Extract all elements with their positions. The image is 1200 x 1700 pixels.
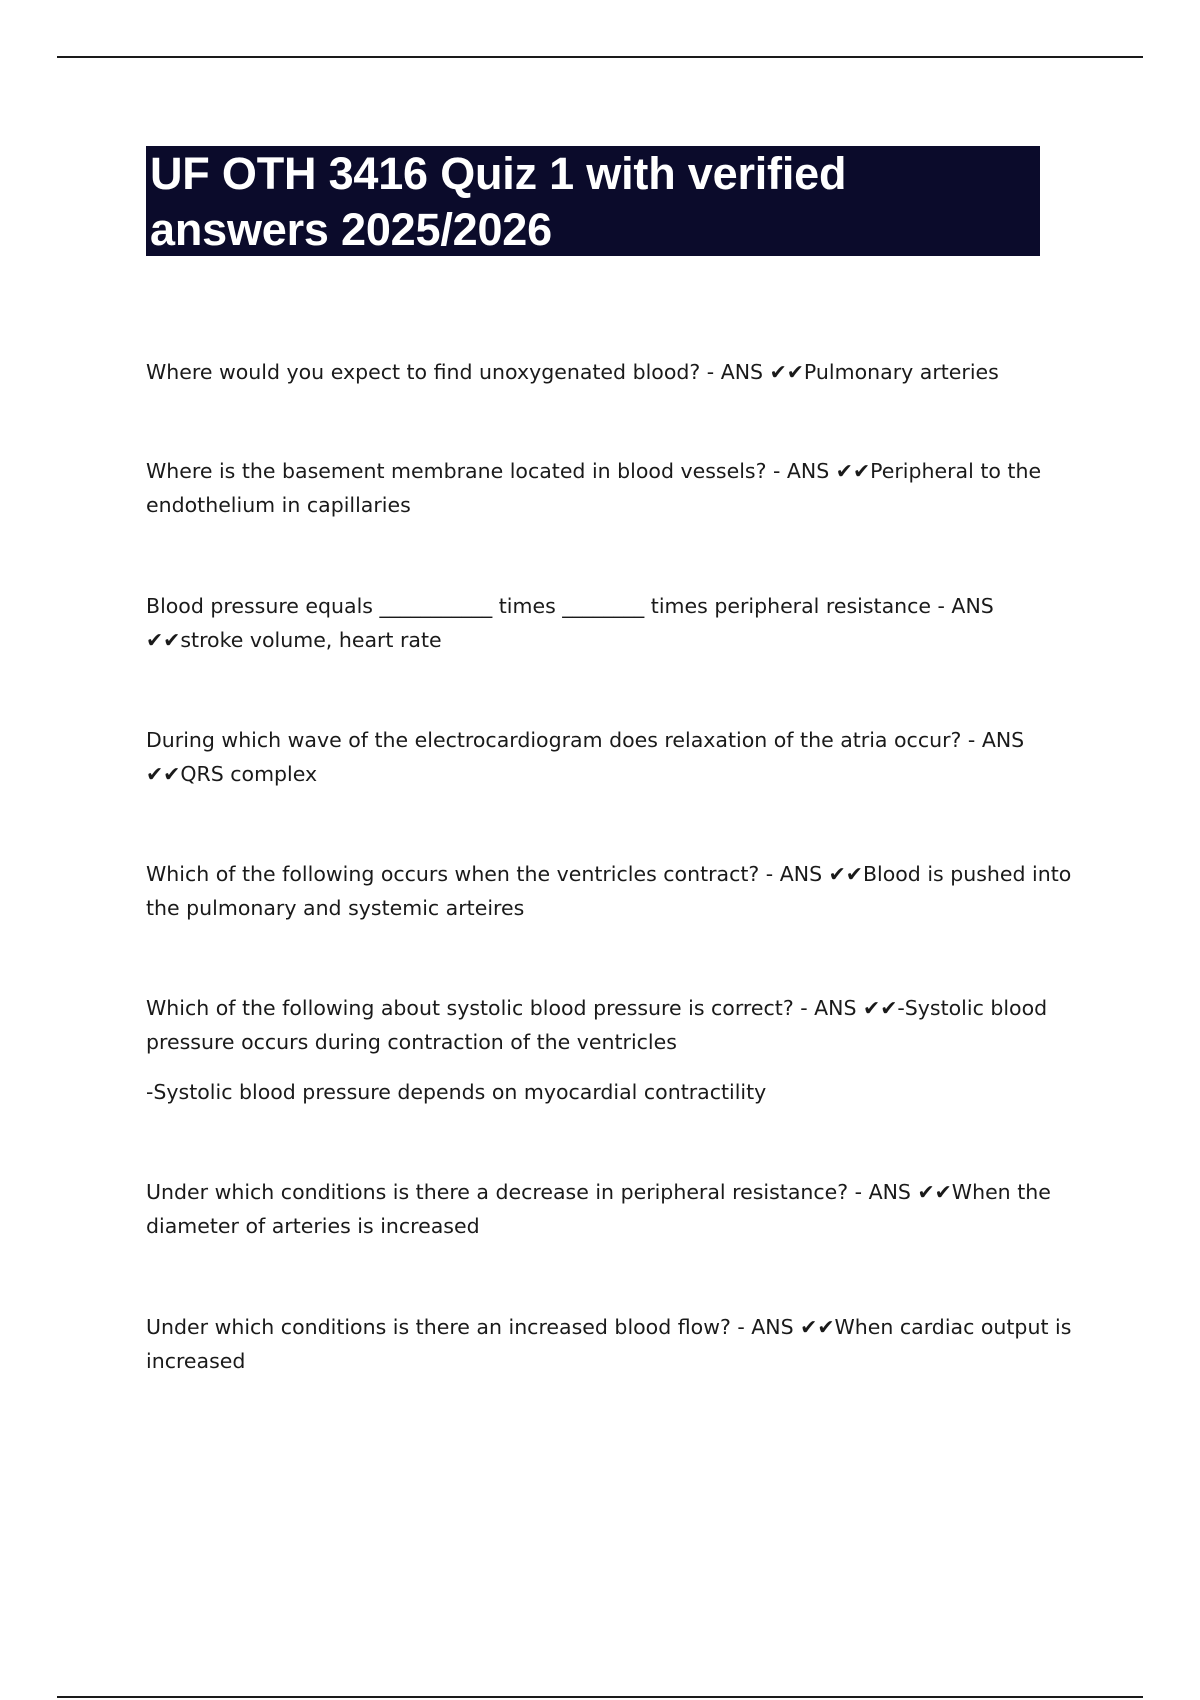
qa-text: Where would you expect to find unoxygenated blood? - ANS ✔✔Pulmonary arteries — [146, 360, 999, 384]
qa-item — [146, 857, 1086, 925]
qa-text: Blood pressure equals ___________ times ________ times peripheral resistance - ANS ✔✔stroke volume, heart rate — [146, 594, 994, 652]
qa-text: Where is the basement membrane located in blood vessels? - ANS ✔✔Peripheral to the endothelium in capillaries — [146, 459, 1042, 517]
qa-item — [146, 991, 1086, 1109]
qa-item — [146, 589, 1086, 657]
qa-item — [146, 355, 1086, 389]
qa-item — [146, 723, 1086, 791]
bottom-rule — [57, 1696, 1143, 1698]
qa-item — [146, 1175, 1086, 1243]
qa-item — [146, 454, 1086, 522]
title-banner — [146, 146, 1040, 256]
qa-text: Under which conditions is there a decrease in peripheral resistance? - ANS ✔✔When the diameter of arteries is increased — [146, 1180, 1051, 1238]
qa-text: Under which conditions is there an increased blood flow? - ANS ✔✔When cardiac output is increased — [146, 1315, 1072, 1373]
qa-text: Which of the following occurs when the ventricles contract? - ANS ✔✔Blood is pushed into the pulmonary and systemic arteires — [146, 862, 1072, 920]
document-title: UF OTH 3416 Quiz 1 with verified answers 2025/2026 — [150, 148, 847, 255]
qa-extra-text: -Systolic blood pressure depends on myocardial contractility — [146, 1080, 767, 1104]
top-rule — [57, 56, 1143, 58]
qa-text: During which wave of the electrocardiogram does relaxation of the atria occur? - ANS ✔✔QRS complex — [146, 728, 1025, 786]
qa-item — [146, 1310, 1086, 1378]
qa-text: Which of the following about systolic blood pressure is correct? - ANS ✔✔-Systolic blood pressure occurs during contraction of the ventricles — [146, 996, 1048, 1054]
